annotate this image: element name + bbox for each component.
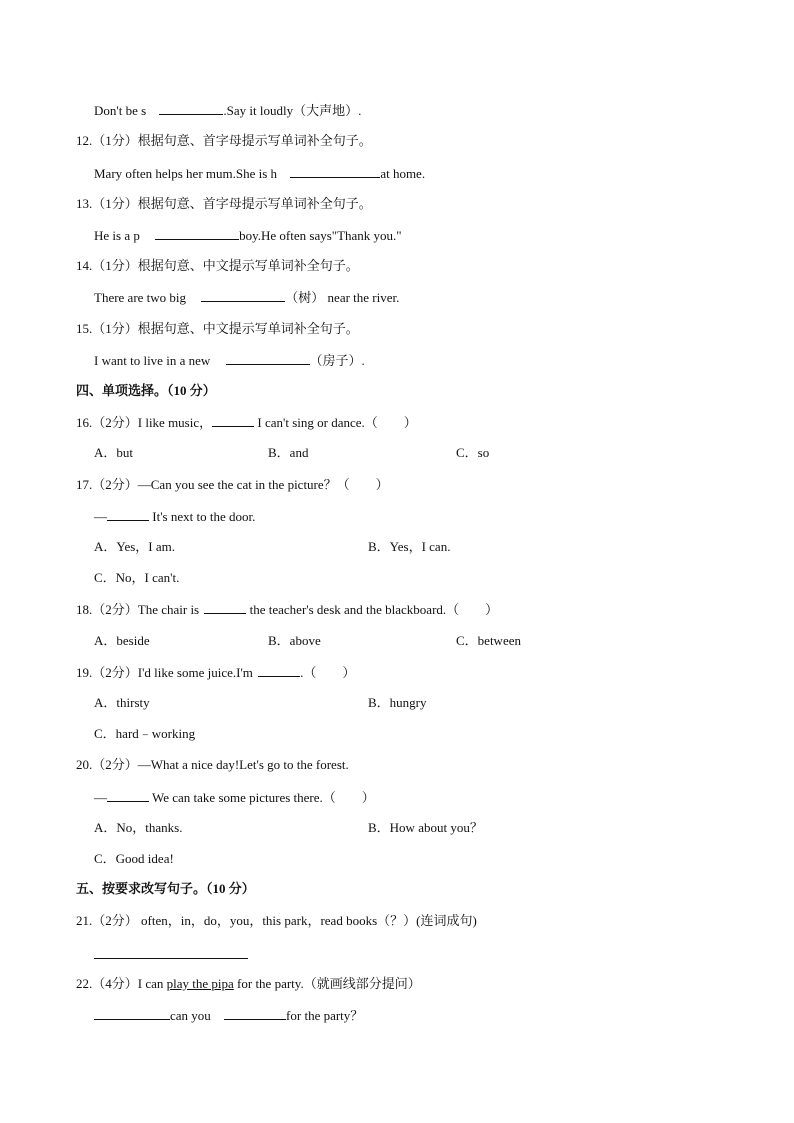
q18-option-a[interactable]: A．beside <box>94 633 150 648</box>
q14-heading: 14.（1分）根据句意、中文提示写单词补全句子。 <box>76 258 359 273</box>
q11-blank[interactable] <box>159 101 223 115</box>
q13-heading: 13.（1分）根据句意、首字母提示写单词补全句子。 <box>76 196 372 211</box>
q20-option-a[interactable]: A．No，thanks. <box>94 820 183 835</box>
q15-blank[interactable] <box>226 351 310 365</box>
q17-option-a[interactable]: A．Yes，I am. <box>94 539 176 554</box>
q18-question: 18.（2分）The chair is the teacher's desk and the blackboard.（ ） <box>76 602 499 617</box>
q12-sentence: Mary often helps her mum.She is h at home. <box>94 166 426 181</box>
q16-option-a[interactable]: A．but <box>94 445 134 460</box>
q20-blank[interactable] <box>107 788 149 802</box>
q19-option-b[interactable]: B．hungry <box>368 695 427 710</box>
q17-blank[interactable] <box>107 507 149 521</box>
q19-option-a[interactable]: A．thirsty <box>94 695 150 710</box>
section-4-heading: 四、单项选择。（10 分） <box>76 383 216 398</box>
q16-blank[interactable] <box>212 413 254 427</box>
q22-blank-1[interactable] <box>94 1006 170 1020</box>
q16-option-b[interactable]: B．and <box>268 445 309 460</box>
q11-sentence: Don't be s .Say it loudly（大声地）. <box>94 103 362 118</box>
q19-option-c[interactable]: C．hard﹣working <box>94 726 196 741</box>
q20-answer-line: — We can take some pictures there.（ ） <box>94 790 375 805</box>
q21-answer-blank[interactable] <box>94 958 248 959</box>
q12-blank[interactable] <box>290 164 380 178</box>
q20-question: 20.（2分）—What a nice day!Let's go to the forest. <box>76 757 349 772</box>
q15-heading: 15.（1分）根据句意、中文提示写单词补全句子。 <box>76 321 359 336</box>
q20-option-b[interactable]: B．How about you？ <box>368 820 483 835</box>
q12-heading: 12.（1分）根据句意、首字母提示写单词补全句子。 <box>76 133 372 148</box>
q18-option-b[interactable]: B．above <box>268 633 321 648</box>
q17-option-c[interactable]: C．No，I can't. <box>94 570 180 585</box>
q15-sentence: I want to live in a new （房子）. <box>94 353 365 368</box>
q17-option-b[interactable]: B．Yes，I can. <box>368 539 451 554</box>
q17-question: 17.（2分）—Can you see the cat in the picture？（ ） <box>76 477 389 492</box>
q22-answer-line: can you for the party？ <box>94 1006 363 1025</box>
q13-sentence: He is a p boy.He often says"Thank you." <box>94 228 402 243</box>
q16-option-c[interactable]: C．so <box>456 445 490 460</box>
q19-blank[interactable] <box>258 663 300 677</box>
q16-question: 16.（2分）I like music， I can't sing or dance.（ ） <box>76 415 417 430</box>
q22-blank-2[interactable] <box>224 1006 286 1020</box>
q18-option-c[interactable]: C．between <box>456 633 521 648</box>
q14-blank[interactable] <box>201 288 285 302</box>
q21-question: 21.（2分） often，in，do，you，this park，read books（？）(连词成句) <box>76 913 477 928</box>
q18-blank[interactable] <box>204 600 246 614</box>
q22-question: 22.（4分）I can play the pipa for the party.（就画线部分提问） <box>76 976 421 991</box>
q22-underlined-phrase: play the pipa <box>166 976 234 991</box>
section-5-heading: 五、按要求改写句子。（10 分） <box>76 881 255 896</box>
q13-blank[interactable] <box>155 226 239 240</box>
q14-sentence: There are two big （树） near the river. <box>94 290 400 305</box>
q19-question: 19.（2分）I'd like some juice.I'm .（ ） <box>76 665 356 680</box>
q17-answer-line: — It's next to the door. <box>94 509 256 524</box>
q20-option-c[interactable]: C．Good idea! <box>94 851 174 866</box>
